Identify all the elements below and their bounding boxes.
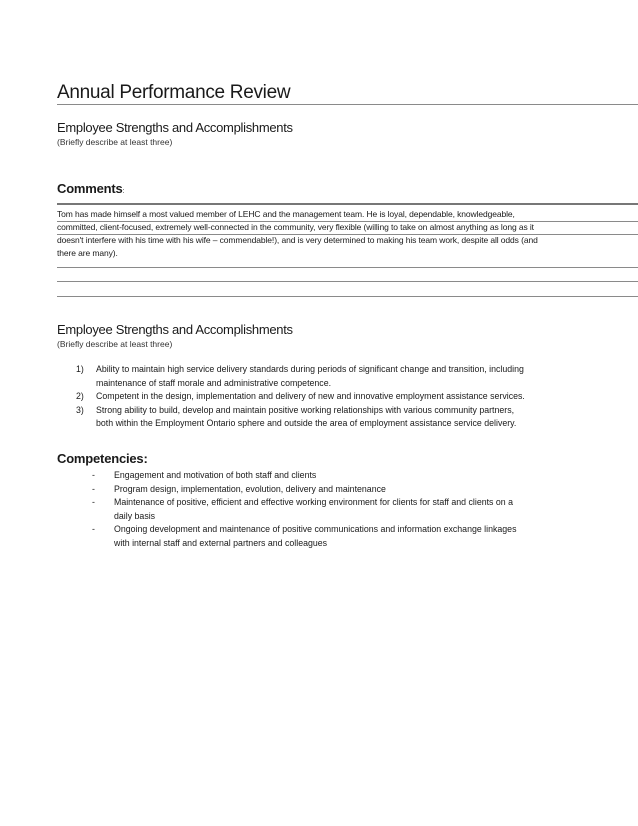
- strengths-list: [76, 363, 566, 431]
- list-item-line: Strong ability to build, develop and maintain positive working relationships with various community partners,: [96, 404, 515, 415]
- list-dash: -: [92, 524, 95, 534]
- section2-heading: Employee Strengths and Accomplishments: [57, 322, 293, 337]
- list-item-line: Ability to maintain high service delivery standards during periods of significant change and transition, including: [96, 364, 524, 374]
- comment-rule-line: [57, 267, 638, 268]
- comment-rule-line: [57, 234, 638, 235]
- list-dash: -: [92, 470, 95, 480]
- list-item: [92, 483, 572, 497]
- list-dash: -: [92, 483, 95, 494]
- list-item-line: Competent in the design, implementation and delivery of new and innovative employment assistance services.: [96, 391, 525, 401]
- section1-heading: Employee Strengths and Accomplishments: [57, 120, 293, 135]
- list-dash: -: [92, 497, 95, 507]
- comment-rule-line: [57, 296, 638, 297]
- list-number: 3): [76, 404, 84, 415]
- section1-note: (Briefly describe at least three): [57, 137, 173, 147]
- comment-line: there are many).: [57, 248, 118, 258]
- comment-rule-line: [57, 281, 638, 282]
- comments-heading-suffix: :: [122, 188, 125, 195]
- list-item-line: Program design, implementation, evolution, delivery and maintenance: [114, 483, 386, 494]
- list-item-line: Ongoing development and maintenance of positive communications and information exchange linkages: [114, 524, 517, 534]
- list-item-line: maintenance of staff morale and administrative competence.: [96, 377, 332, 388]
- section2-note: (Briefly describe at least three): [57, 339, 173, 349]
- comment-line: committed, client-focused, extremely well-connected in the community, very flexible (willing to take on almost anything as long as it: [57, 222, 534, 232]
- comments-heading-text: Comments: [57, 181, 123, 196]
- comment-rule-line: [57, 221, 638, 222]
- title-rule: [57, 104, 638, 105]
- list-item: [76, 363, 566, 390]
- comment-line: Tom has made himself a most valued member of LEHC and the management team. He is loyal, dependable, knowledgeable,: [57, 209, 515, 219]
- competencies-list: [92, 469, 572, 550]
- comments-rule: [57, 203, 638, 205]
- comment-line: doesn't interfere with his time with his wife – commendable!), and is very determined to making his team work, despite all odds (and: [57, 235, 538, 245]
- list-item: [92, 523, 572, 550]
- list-item-line: Engagement and motivation of both staff and clients: [114, 470, 317, 480]
- list-number: 1): [76, 364, 84, 374]
- comments-heading: [57, 181, 124, 196]
- list-item-line: Maintenance of positive, efficient and effective working environment for clients for staff and clients on a: [114, 497, 514, 507]
- list-item: [76, 390, 566, 404]
- list-number: 2): [76, 391, 84, 401]
- list-item-line: both within the Employment Ontario sphere and outside the area of employment assistance service delivery.: [96, 418, 517, 428]
- competencies-heading: Competencies:: [57, 451, 148, 466]
- list-item-line: with internal staff and external partners and colleagues: [114, 537, 328, 548]
- page-title: Annual Performance Review: [57, 82, 291, 103]
- list-item-line: daily basis: [114, 510, 156, 521]
- list-item: [92, 469, 572, 483]
- list-item: [76, 404, 566, 431]
- list-item: [92, 496, 572, 523]
